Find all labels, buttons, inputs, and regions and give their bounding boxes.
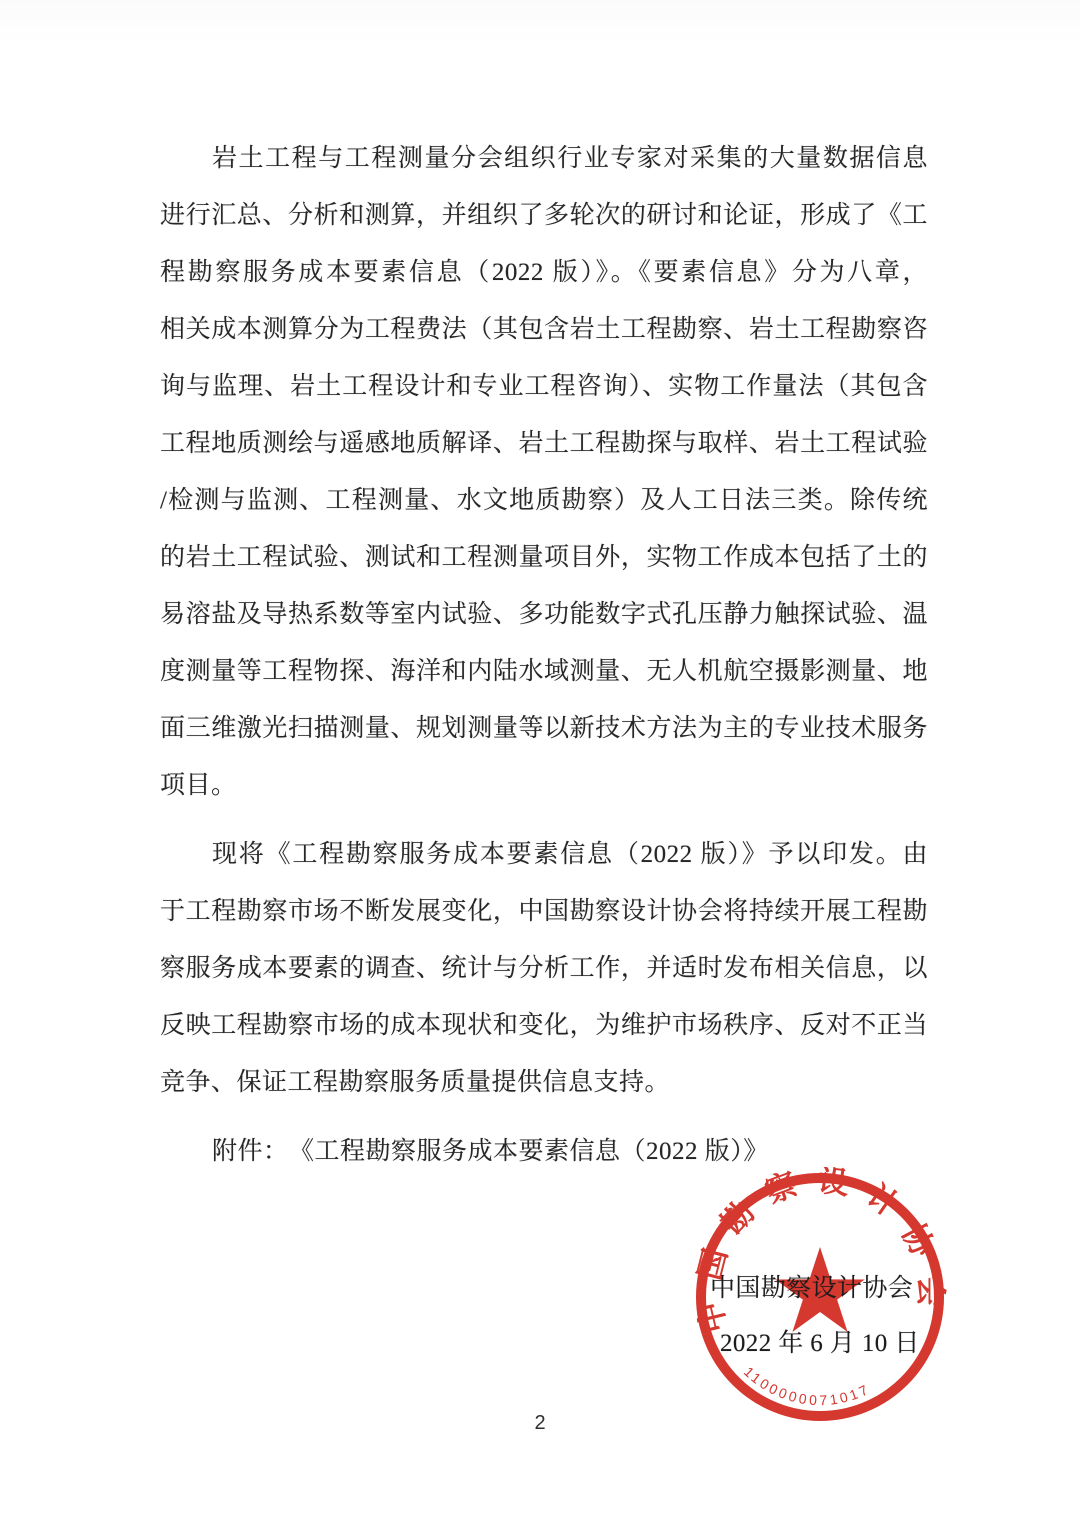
text-line: 的岩土工程试验、测试和工程测量项目外，实物工作成本包括了土的	[160, 544, 928, 571]
text-line: 面三维激光扫描测量、规划测量等以新技术方法为主的专业技术服务	[160, 715, 928, 742]
text-line: 易溶盐及导热系数等室内试验、多功能数字式孔压静力触探试验、温	[160, 601, 928, 628]
text-line: 询与监理、岩土工程设计和专业工程咨询）、实物工作量法（其包含	[160, 373, 928, 400]
text-line: 度测量等工程物探、海洋和内陆水域测量、无人机航空摄影测量、地	[160, 658, 928, 685]
text-line: /检测与监测、工程测量、水文地质勘察）及人工日法三类。除传统	[160, 487, 928, 514]
document-body	[160, 130, 928, 1180]
text-line: 工程地质测绘与遥感地质解译、岩土工程勘探与取样、岩土工程试验	[160, 430, 928, 457]
text-line: 附件： 《工程勘察服务成本要素信息（2022 版）》	[212, 1138, 769, 1165]
text-line: 现将《工程勘察服务成本要素信息（2022 版）》予以印发。由	[212, 841, 928, 868]
page-number: 2	[534, 1412, 546, 1434]
signature-date: 2022 年 6 月 10 日	[720, 1330, 920, 1357]
text-line: 反映工程勘察市场的成本现状和变化，为维护市场秩序、反对不正当	[160, 1012, 928, 1039]
text-line: 岩土工程与工程测量分会组织行业专家对采集的大量数据信息	[212, 145, 928, 172]
text-line: 察服务成本要素的调查、统计与分析工作，并适时发布相关信息，以	[160, 955, 928, 982]
paragraph-1	[160, 130, 928, 814]
seal-arc-name: 中国勘察设计协会	[691, 1167, 949, 1337]
text-line: 相关成本测算分为工程费法（其包含岩土工程勘察、岩土工程勘察咨	[160, 316, 928, 343]
signature-organization: 中国勘察设计协会	[710, 1275, 914, 1302]
text-line: 程勘察服务成本要素信息（2022 版）》。《要素信息》分为八章，	[160, 259, 928, 286]
text-line: 项目。	[160, 772, 237, 799]
text-line: 竞争、保证工程勘察服务质量提供信息支持。	[160, 1069, 671, 1096]
text-line: 进行汇总、分析和测算，并组织了多轮次的研讨和论证，形成了《工	[160, 202, 928, 229]
paragraph-2	[160, 826, 928, 1111]
text-line: 于工程勘察市场不断发展变化，中国勘察设计协会将持续开展工程勘	[160, 898, 928, 925]
seal-serial-number: 1100000071017	[740, 1363, 873, 1409]
